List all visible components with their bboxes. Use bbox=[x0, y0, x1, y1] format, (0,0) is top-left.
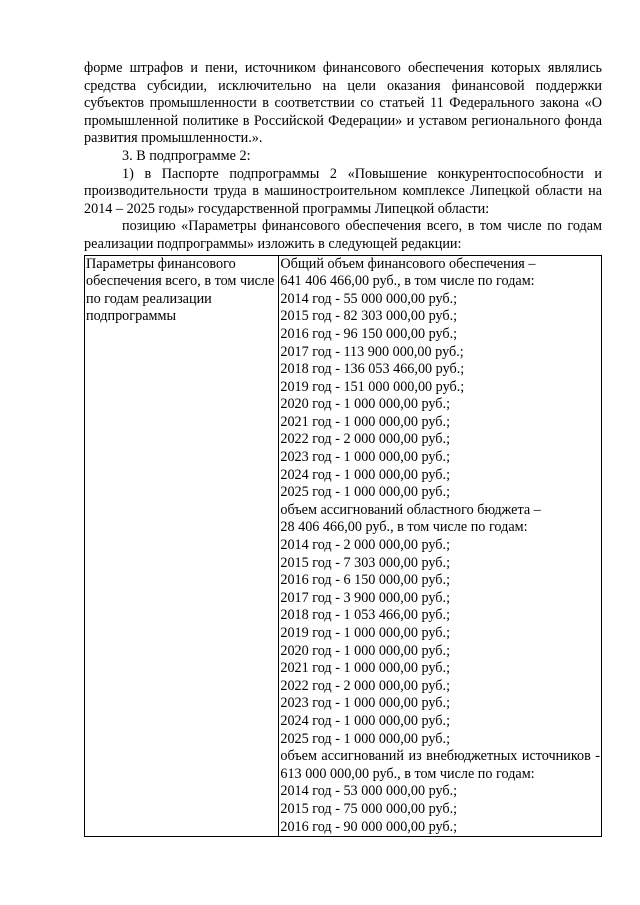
value-line: 2016 год - 6 150 000,00 руб.; bbox=[280, 572, 451, 589]
value-line: 2016 год - 96 150 000,00 руб.; bbox=[280, 325, 458, 342]
value-line: 2022 год - 2 000 000,00 руб.; bbox=[280, 677, 451, 694]
value-line: 2018 год - 136 053 466,00 руб.; bbox=[280, 361, 465, 378]
value-line: 2015 год - 75 000 000,00 руб.; bbox=[280, 800, 458, 817]
parameter-value-cell bbox=[279, 255, 602, 837]
value-line: 2014 год - 2 000 000,00 руб.; bbox=[280, 537, 451, 554]
value-line: 2022 год - 2 000 000,00 руб.; bbox=[280, 431, 451, 448]
value-line: 2021 год - 1 000 000,00 руб.; bbox=[280, 660, 451, 677]
value-line: 2017 год - 113 900 000,00 руб.; bbox=[280, 343, 464, 360]
value-line: объем ассигнований областного бюджета – bbox=[280, 501, 541, 518]
value-line: 2024 год - 1 000 000,00 руб.; bbox=[280, 466, 451, 483]
document-page bbox=[84, 60, 602, 837]
value-line: 28 406 466,00 руб., в том числе по годам: bbox=[280, 519, 528, 536]
value-line: 2019 год - 151 000 000,00 руб.; bbox=[280, 378, 465, 395]
value-line: 2023 год - 1 000 000,00 руб.; bbox=[280, 449, 451, 466]
value-line: 2021 год - 1 000 000,00 руб.; bbox=[280, 413, 451, 430]
value-line: 2020 год - 1 000 000,00 руб.; bbox=[280, 642, 451, 659]
value-line: 2015 год - 7 303 000,00 руб.; bbox=[280, 554, 451, 571]
table-row bbox=[85, 255, 602, 837]
value-line: 2025 год - 1 000 000,00 руб.; bbox=[280, 730, 451, 747]
paragraph-position: позицию «Параметры финансового обеспечения всего, в том числе по годам реализации подпрограммы» изложить в следующей редакции: bbox=[84, 218, 602, 252]
value-line: 2014 год - 55 000 000,00 руб.; bbox=[280, 290, 458, 307]
value-line: 2017 год - 3 900 000,00 руб.; bbox=[280, 589, 451, 606]
value-line: 2023 год - 1 000 000,00 руб.; bbox=[280, 695, 451, 712]
paragraph-continuation: форме штрафов и пени, источником финансового обеспечения которых являлись средства субсидии, исключительно на цели оказания финансовой поддержки субъектов промышленности в соответствии со статьей 11 Федерального закона «О промышленной политике в Российской Федерации» и уставом регионального фонда развития промышленности.». bbox=[84, 60, 602, 147]
paragraph-passport: 1) в Паспорте подпрограммы 2 «Повышение конкурентоспособности и производительности труда в машиностроительном комплексе Липецкой области на 2014 – 2025 годы» государственной программы Липецкой области: bbox=[84, 165, 602, 217]
parameter-name-cell: Параметры финансового обеспечения всего, в том числе по годам реализации подпрограммы bbox=[85, 255, 279, 837]
financing-parameters-table bbox=[84, 255, 602, 838]
value-line: 2016 год - 90 000 000,00 руб.; bbox=[280, 818, 458, 835]
value-line: 2015 год - 82 303 000,00 руб.; bbox=[280, 308, 458, 325]
value-line: 2020 год - 1 000 000,00 руб.; bbox=[280, 396, 451, 413]
value-line: 2019 год - 1 000 000,00 руб.; bbox=[280, 625, 451, 641]
value-line: 2018 год - 1 053 466,00 руб.; bbox=[280, 607, 451, 624]
value-line: Общий объем финансового обеспечения – bbox=[280, 255, 536, 272]
extra-budget-line: объем ассигнований из внебюджетных источников - 613 000 000,00 руб., в том числе по годам: bbox=[280, 748, 600, 782]
value-line: 2024 год - 1 000 000,00 руб.; bbox=[280, 712, 451, 729]
section-heading: 3. В подпрограмме 2: bbox=[122, 147, 251, 164]
value-line: 2025 год - 1 000 000,00 руб.; bbox=[280, 484, 451, 501]
value-line: 2014 год - 53 000 000,00 руб.; bbox=[280, 783, 458, 800]
value-line: 641 406 466,00 руб., в том числе по годам: bbox=[280, 273, 535, 290]
